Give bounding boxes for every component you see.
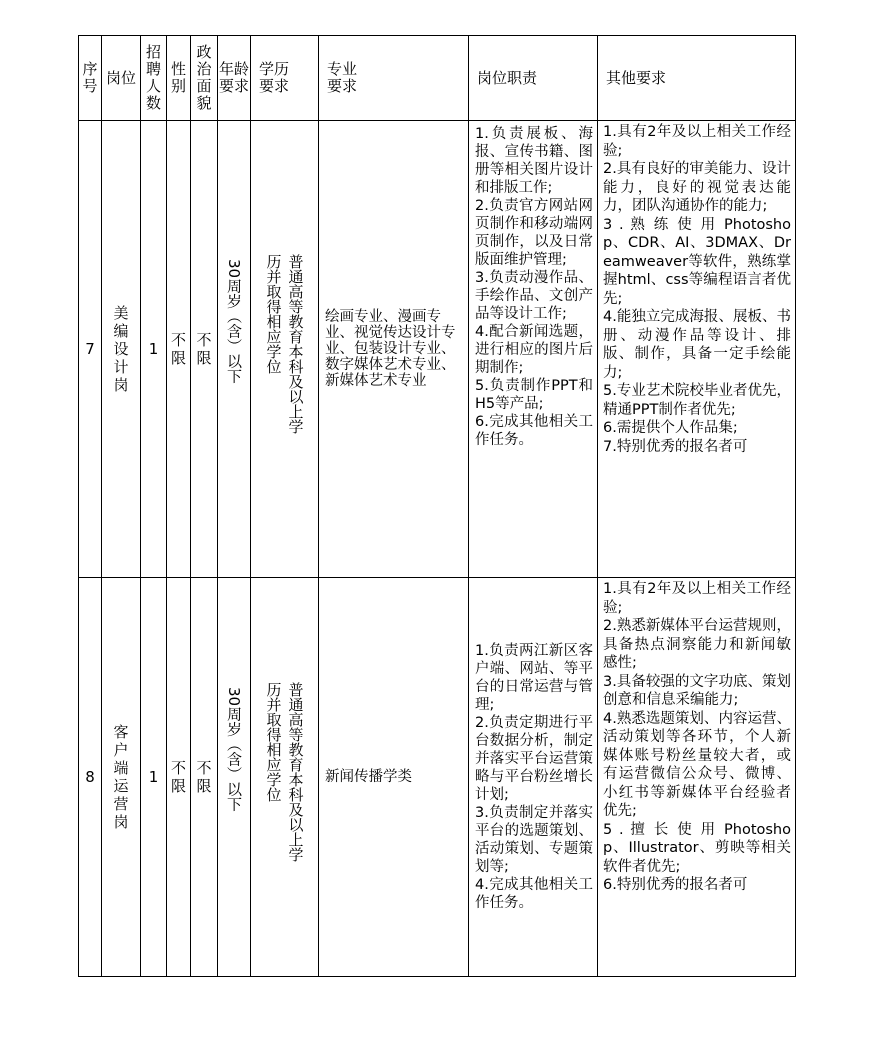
requirement-line: 3 . 熟 练 使 用 Photoshop、CDR、AI、3DMAX、Dreamweaver等软件，熟练掌握html、css等编程语言者优先;: [603, 216, 791, 307]
position-value: 美编设计岗: [113, 304, 129, 394]
requirement-line: 4.熟悉选题策划、内容运营、活动策划等各环节，个人新媒体账号粉丝量较大者，或有运营微信公众号、微博、小红书等新媒体平台经验者优先;: [603, 710, 791, 819]
duties-cell: [469, 121, 598, 578]
recruitment-table: [78, 35, 796, 977]
header-major: [319, 36, 469, 121]
requirement-line: 1.具有2年及以上相关工作经验;: [603, 124, 791, 159]
education-value: 普通高等教育本科及以上学历并取得相应学位: [264, 254, 305, 434]
position-cell: [102, 578, 141, 977]
age-cell: [218, 578, 251, 977]
header-duties-label: 岗位职责: [477, 68, 538, 87]
header-seq-label: 序号: [82, 60, 98, 95]
education-cell: [251, 121, 319, 578]
header-political: [191, 36, 218, 121]
age-value: 30周岁（含）以下: [225, 259, 243, 384]
other-cell: [598, 121, 796, 578]
political-value: 不限: [196, 759, 212, 795]
political-cell: [191, 578, 218, 977]
header-gender: [167, 36, 191, 121]
requirement-line: 1.具有2年及以上相关工作经验;: [603, 581, 791, 616]
header-political-label: 政治面貌: [196, 43, 212, 112]
requirement-line: 6.需提供个人作品集;: [603, 420, 738, 436]
gender-value: 不限: [170, 331, 186, 367]
header-other: [598, 36, 796, 121]
header-headcount: [141, 36, 167, 121]
education-value: 普通高等教育本科及以上学历并取得相应学位: [264, 682, 305, 862]
header-other-label: 其他要求: [606, 68, 667, 87]
duty-line: 6.完成其他相关工作任务。: [475, 414, 593, 448]
header-education-label: 学历要求: [259, 60, 290, 95]
header-headcount-label: 招聘人数: [145, 43, 161, 112]
requirement-line: 5.专业艺术院校毕业者优先，精通PPT制作者优先;: [603, 383, 791, 418]
requirement-line: 4.能独立完成海报、展板、书册、动漫作品等设计、排版、制作，具备一定手绘能力;: [603, 309, 791, 381]
header-position-label: 岗位: [105, 68, 136, 87]
gender-value: 不限: [170, 759, 186, 795]
table-row: [79, 121, 796, 578]
requirement-line: 5 . 擅 长 使 用 Photoshop、Illustrator、剪映等相关软件者优先;: [603, 821, 791, 875]
header-age: [218, 36, 251, 121]
requirement-line: 2.熟悉新媒体平台运营规则，具备热点洞察能力和新闻敏感性;: [603, 618, 791, 671]
header-duties: [469, 36, 598, 121]
header-major-label: 专业要求: [327, 60, 358, 95]
header-gender-label: 性别: [170, 60, 186, 95]
duty-line: 4.配合新闻选题，进行相应的图片后期制作;: [475, 324, 593, 376]
gender-cell: [167, 578, 191, 977]
header-age-label: 年龄要求: [218, 60, 249, 95]
seq-value: 7: [85, 340, 95, 358]
duty-line: 3.负责制定并落实平台的选题策划、活动策划、专题策划等;: [475, 805, 593, 875]
political-value: 不限: [196, 331, 212, 367]
duty-line: 1.负责展板、海报、宣传书籍、图册等相关图片设计和排版工作;: [475, 126, 593, 196]
requirement-line: 3.具备较强的文字功底、策划创意和信息采编能力;: [603, 673, 791, 708]
duty-line: 4.完成其他相关工作任务。: [475, 877, 593, 911]
education-cell: [251, 578, 319, 977]
gender-cell: [167, 121, 191, 578]
header-education: [251, 36, 319, 121]
major-value: 新闻传播学类: [325, 769, 412, 785]
position-value: 客户端运营岗: [113, 723, 129, 831]
other-cell: [598, 578, 796, 977]
duty-line: 2.负责官方网站网页制作和移动端网页制作，以及日常版面维护管理;: [475, 198, 593, 268]
seq-value: 8: [85, 768, 95, 786]
duties-cell: [469, 578, 598, 977]
requirement-line: 2.具有良好的审美能力、设计能力，良好的视觉表达能力，团队沟通协作的能力;: [603, 161, 791, 214]
requirement-line: 7.特别优秀的报名者可: [603, 438, 748, 455]
duty-line: 5.负责制作PPT和H5等产品;: [475, 378, 593, 412]
header-position: [102, 36, 141, 121]
seq-cell: [79, 578, 102, 977]
header-seq: [79, 36, 102, 121]
duty-line: 1.负责两江新区客户端、网站、等平台的日常运营与管理;: [475, 643, 593, 713]
headcount-value: 1: [148, 340, 159, 358]
duty-line: 2.负责定期进行平台数据分析，制定并落实平台运营策略与平台粉丝增长计划;: [475, 715, 593, 803]
headcount-cell: [141, 578, 167, 977]
headcount-cell: [141, 121, 167, 578]
requirement-line: 6.特别优秀的报名者可: [603, 877, 748, 893]
major-cell: [319, 121, 469, 578]
major-value: 绘画专业、漫画专业、视觉传达设计专业、包装设计专业、数字媒体艺术专业、新媒体艺术专业: [325, 309, 456, 389]
header-row: [79, 36, 796, 121]
duty-line: 3.负责动漫作品、手绘作品、文创产品等设计工作;: [475, 270, 593, 322]
age-value: 30周岁（含）以下: [225, 687, 243, 812]
major-cell: [319, 578, 469, 977]
position-cell: [102, 121, 141, 578]
table-row: [79, 578, 796, 977]
age-cell: [218, 121, 251, 578]
headcount-value: 1: [148, 768, 159, 786]
political-cell: [191, 121, 218, 578]
seq-cell: [79, 121, 102, 578]
